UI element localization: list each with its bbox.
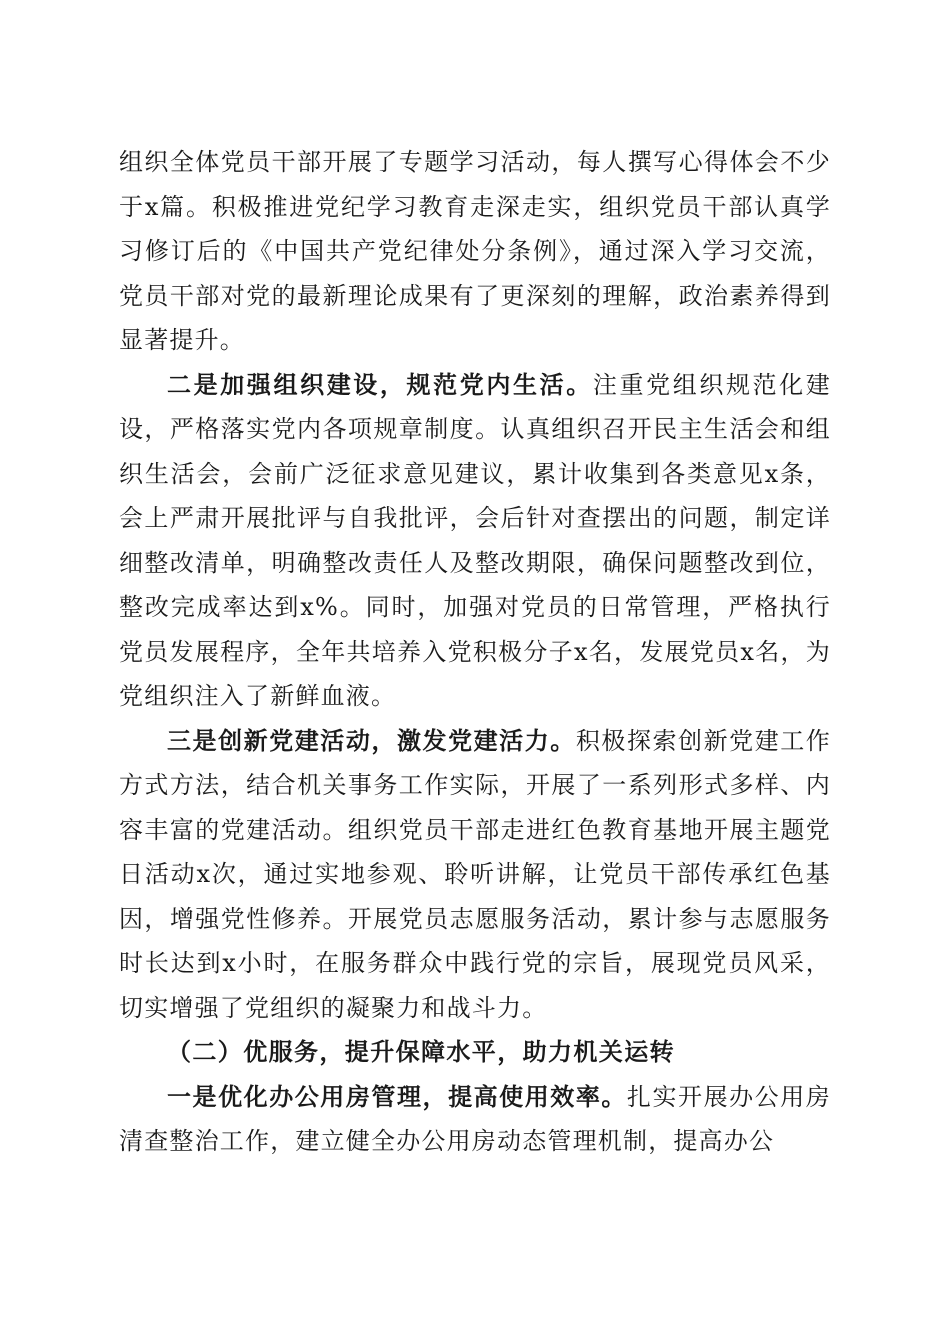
paragraph-text: 积极探索创新党建工作方式方法，结合机关事务工作实际，开展了一系列形式多样、内容丰富的党建活动。组织党员干部走进红色教育基地开展主题党日活动x次，通过实地参观、聆听讲解，让党员干部传承红色基因，增强党性修养。开展党员志愿服务活动，累计参与志愿服务时长达到x小时，在服务群众中践行党的宗旨，展现党员风采，切实增强了党组织的凝聚力和战斗力。 xyxy=(119,726,832,1022)
paragraph-lead: 一是优化办公用房管理，提高使用效率。 xyxy=(167,1081,627,1111)
paragraph-text: 注重党组织规范化建设，严格落实党内各项规章制度。认真组织召开民主生活会和组织生活会，会前广泛征求意见建议，累计收集到各类意见x条，会上严肃开展批评与自我批评，会后针对查摆出的问题，制定详细整改清单，明确整改责任人及整改期限，确保问题整改到位，整改完成率达到x%。同时，加强对党员的日常管理，严格执行党员发展程序，全年共培养入党积极分子x名，发展党员x名，为党组织注入了新鲜血液。 xyxy=(119,370,831,710)
paragraph-lead: 三是创新党建活动，激发党建活力。 xyxy=(167,725,576,755)
paragraph-study xyxy=(119,140,831,363)
paragraph-text: 扎实开展办公用房清查整治工作，建立健全办公用房动态管理机制，提高办公 xyxy=(119,1082,831,1155)
paragraph-text: 组织全体党员干部开展了专题学习活动，每人撰写心得体会不少于x篇。积极推进党纪学习教育走深走实，组织党员干部认真学习修订后的《中国共产党纪律处分条例》，通过深入学习交流，党员干部对党的最新理论成果有了更深刻的理解，政治素养得到显著提升。 xyxy=(119,148,831,354)
paragraph-activities xyxy=(119,719,831,1031)
section-heading: （二）优服务，提升保障水平，助力机关运转 xyxy=(167,1037,675,1066)
paragraph-office-space xyxy=(119,1075,831,1164)
paragraph-organization xyxy=(119,363,831,719)
paragraph-lead: 二是加强组织建设，规范党内生活。 xyxy=(167,369,593,399)
document-page xyxy=(119,140,831,1164)
